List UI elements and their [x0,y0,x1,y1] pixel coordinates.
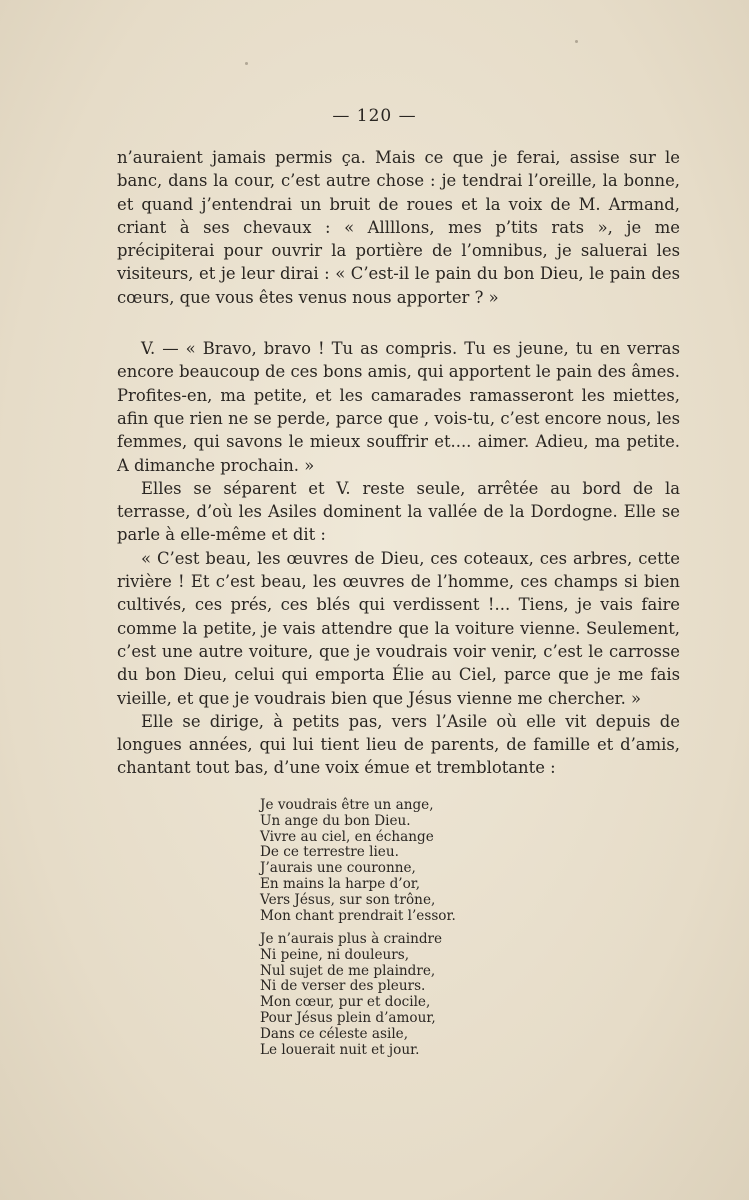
poem-line: J’aurais une couronne, [260,860,416,877]
poem-line: De ce terrestre lieu. [260,844,399,861]
poem-line: Nul sujet de me plaindre, [260,962,436,979]
body-text [117,146,680,780]
poem-line: Dans ce céleste asile, [260,1025,409,1042]
poem-line: Vivre au ciel, en échange [260,828,434,845]
poem-line: En mains la harpe d’or, [260,875,421,892]
paragraph-3: Elles se séparent et V. reste seule, arrêtée au bord de la terrasse, d’où les Asiles dominent la vallée de la Dordogne. Elle se parle à elle-même et dit : [117,478,680,545]
poem-line: Ni de verser des pleurs. [260,978,426,995]
poem-line: Mon cœur, pur et docile, [260,994,431,1011]
paragraph-1: n’auraient jamais permis ça. Mais ce que je ferai, assise sur le banc, dans la cour, c’est autre chose : je tendrai l’oreille, la bonne, et quand j’entendrai un bruit de roues et la voix de M. Armand, criant à ses chevaux : « Allllons, mes p’tits rats », je me précipiterai pour ouvrir la portière de l’omnibus, je saluerai les visiteurs, et je leur dirai : « C’est-il le pain du bon Dieu, le pain des cœurs, que vous êtes venus nous apporter ? » [117,148,680,307]
poem-line: Le louerait nuit et jour. [260,1041,420,1058]
poem-line: Ni peine, ni douleurs, [260,946,410,963]
speck [575,40,578,43]
poem-line: Vers Jésus, sur son trône, [260,891,436,908]
speck [245,62,248,65]
poem-line: Pour Jésus plein d’amour, [260,1009,436,1026]
poem-line: Je n’aurais plus à craindre [260,931,443,947]
paragraph-5: Elle se dirige, à petits pas, vers l’Asile où elle vit depuis de longues années, qui lui tient lieu de parents, de famille et d’amis, chantant tout bas, d’une voix émue et tremblotante : [117,711,680,778]
poem-line: Mon chant prendrait l’essor. [260,907,456,924]
poem-stanza-1 [260,798,520,924]
page-number: — 120 — [332,106,417,126]
poem-stanza-2 [260,932,520,1058]
paragraph-2: V. — « Bravo, bravo ! Tu as compris. Tu es jeune, tu en verras encore beaucoup de ces bons amis, qui apportent le pain des âmes. Profites-en, ma petite, et les camarades ramasseront les miettes, afin que rien ne se perde, parce que , vois-tu, c’est encore nous, les femmes, qui savons le mieux souffrir et.... aimer. Adieu, ma petite. A dimanche prochain. » [117,339,680,475]
poem-line: Je voudrais être un ange, [260,797,434,813]
paragraph-4: « C’est beau, les œuvres de Dieu, ces coteaux, ces arbres, cette rivière ! Et c’est beau, les œuvres de l’homme, ces champs si bien cultivés, ces prés, ces blés qui verdissent !... Tiens, je vais faire comme la petite, je vais attendre que la voiture vienne. Seulement, c’est une autre voiture, que je voudrais voir venir, c’est le carrosse du bon Dieu, celui qui emporta Élie au Ciel, parce que je me fais vieille, et que je voudrais bien que Jésus vienne me chercher. » [117,548,680,708]
poem-line: Un ange du bon Dieu. [260,812,411,829]
